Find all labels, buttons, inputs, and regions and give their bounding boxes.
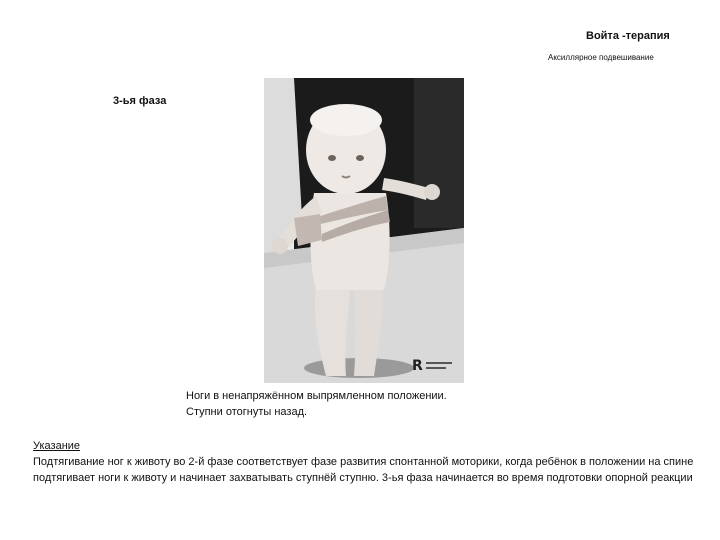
note-text: Подтягивание ног к животу во 2-й фазе соответствует фазе развития спонтанной моторики, когда ребёнок в положении на спине подтягивает ноги к животу и начинает захватывать ступнёй ступню. 3-ья фаза начинается во время подготовки опорной реакции — [33, 456, 694, 484]
photo-infant-axillary-suspension — [264, 78, 464, 383]
note-heading: Указание — [33, 440, 81, 452]
slide-title: Войта -терапия — [586, 30, 670, 42]
caption-line-1: Ноги в ненапряжённом выпрямленном положении. — [186, 390, 447, 402]
caption-line-2: Ступни отогнуты назад. — [186, 406, 308, 418]
phase-label: 3-ья фаза — [113, 95, 167, 107]
svg-text:R: R — [412, 358, 423, 374]
slide-subtitle: Аксиллярное подвешивание — [548, 53, 654, 62]
note-block — [33, 438, 717, 486]
photo-caption — [186, 388, 447, 420]
photo-illustration — [264, 78, 464, 383]
